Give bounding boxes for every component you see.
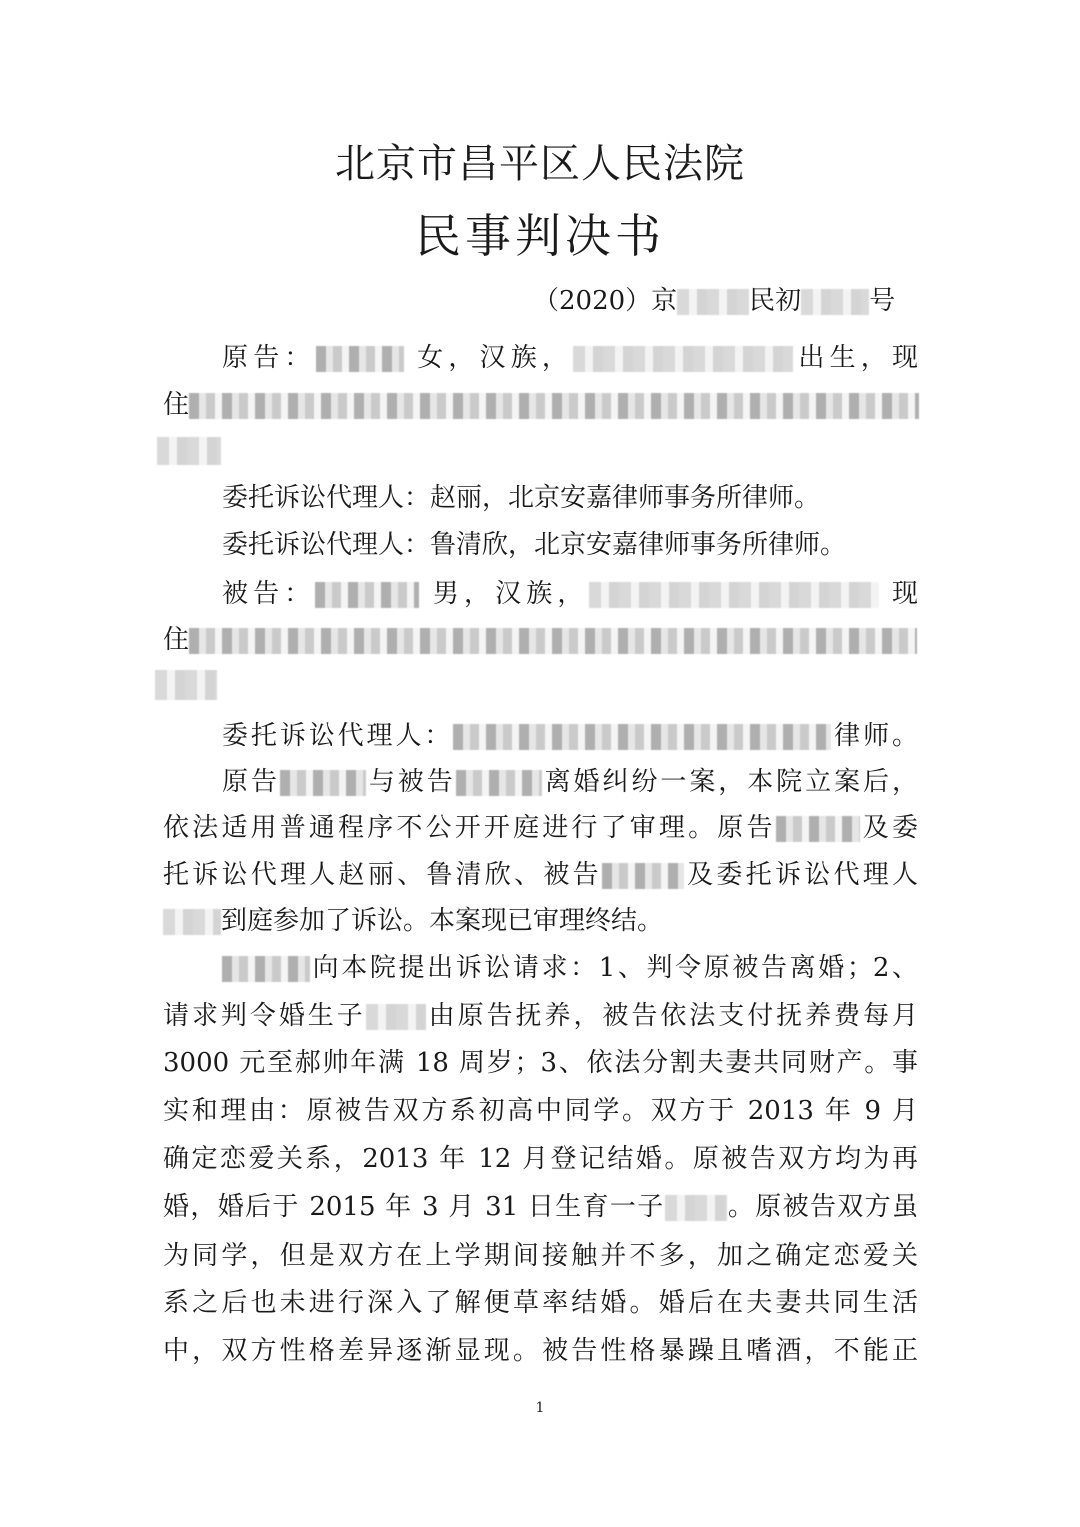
redacted-defendant-name <box>315 582 419 608</box>
case-number: （2020）京 民初 号 <box>533 286 896 316</box>
redacted-defendant-address <box>189 628 917 654</box>
redacted-name <box>456 770 542 796</box>
court-name: 北京市昌平区人民法院 <box>335 141 745 187</box>
redacted-plaintiff-name <box>316 346 404 372</box>
para1-line2: 依法适用普通程序不公开开庭进行了审理。原告 及委 <box>163 813 918 843</box>
para2-line8: 系之后也未进行深入了解便草率结婚。婚后在夫妻共同生活 <box>163 1288 918 1318</box>
redacted-case-code <box>677 289 749 315</box>
page-number: 1 <box>535 1400 545 1416</box>
para2-line2: 请求判令婚生子 由原告抚养，被告依法支付抚养费每月 <box>163 1001 918 1031</box>
para2-line1: 向本院提出诉讼请求：1、判令原被告离婚；2、 <box>163 948 918 988</box>
redacted-defendant-address-cont <box>155 670 217 700</box>
para1-line3: 托诉讼代理人赵丽、鲁清欣、被告 及委托诉讼代理人 <box>163 860 918 890</box>
plaintiff-agent-1: 委托诉讼代理人：赵丽，北京安嘉律师事务所律师。 <box>222 483 821 513</box>
redacted-defendant-birth <box>589 582 879 608</box>
para2-line5: 确定恋爱关系，2013 年 12 月登记结婚。原被告双方均为再 <box>163 1144 918 1174</box>
para2-line3: 3000 元至郝帅年满 18 周岁；3、依法分割夫妻共同财产。事 <box>163 1048 918 1078</box>
redacted-name <box>280 770 366 796</box>
plaintiff-address-line: 住 <box>163 385 918 425</box>
para2-line6: 婚，婚后于 2015 年 3 月 31 日生育一子 。原被告双方虽 <box>163 1192 918 1222</box>
defendant-line: 被告： 男，汉族， 现 <box>222 579 919 609</box>
defendant-agent-line: 委托诉讼代理人： 律师。 <box>222 721 918 751</box>
para2-line4: 实和理由：原被告双方系初高中同学。双方于 2013 年 9 月 <box>163 1096 918 1126</box>
plaintiff-line: 原告： 女，汉族， 出生，现 <box>222 343 918 373</box>
para2-line7: 为同学，但是双方在上学期间接触并不多，加之确定恋爱关 <box>163 1241 918 1271</box>
redacted-defendant-agent <box>453 724 831 750</box>
redacted-name <box>602 863 684 889</box>
para1-line1: 原告 与被告 离婚纠纷一案，本院立案后， <box>222 767 918 797</box>
redacted-name <box>776 816 860 842</box>
redacted-plaintiff-address-cont <box>157 437 221 465</box>
redacted-name <box>222 956 310 982</box>
defendant-address-line: 住 <box>163 620 918 660</box>
document-title: 民事判决书 <box>415 209 665 263</box>
redacted-case-serial <box>801 289 869 315</box>
redacted-plaintiff-address <box>189 393 919 419</box>
redacted-child-name <box>366 1004 426 1030</box>
para2-line9: 中，双方性格差异逐渐显现。被告性格暴躁且嗜酒，不能正 <box>163 1336 918 1366</box>
redacted-name <box>163 909 221 935</box>
para1-line4: 到庭参加了诉讼。本案现已审理终结。 <box>163 901 918 941</box>
redacted-child-name <box>665 1195 727 1221</box>
plaintiff-agent-2: 委托诉讼代理人：鲁清欣，北京安嘉律师事务所律师。 <box>222 530 847 560</box>
redacted-plaintiff-birth <box>573 346 793 372</box>
